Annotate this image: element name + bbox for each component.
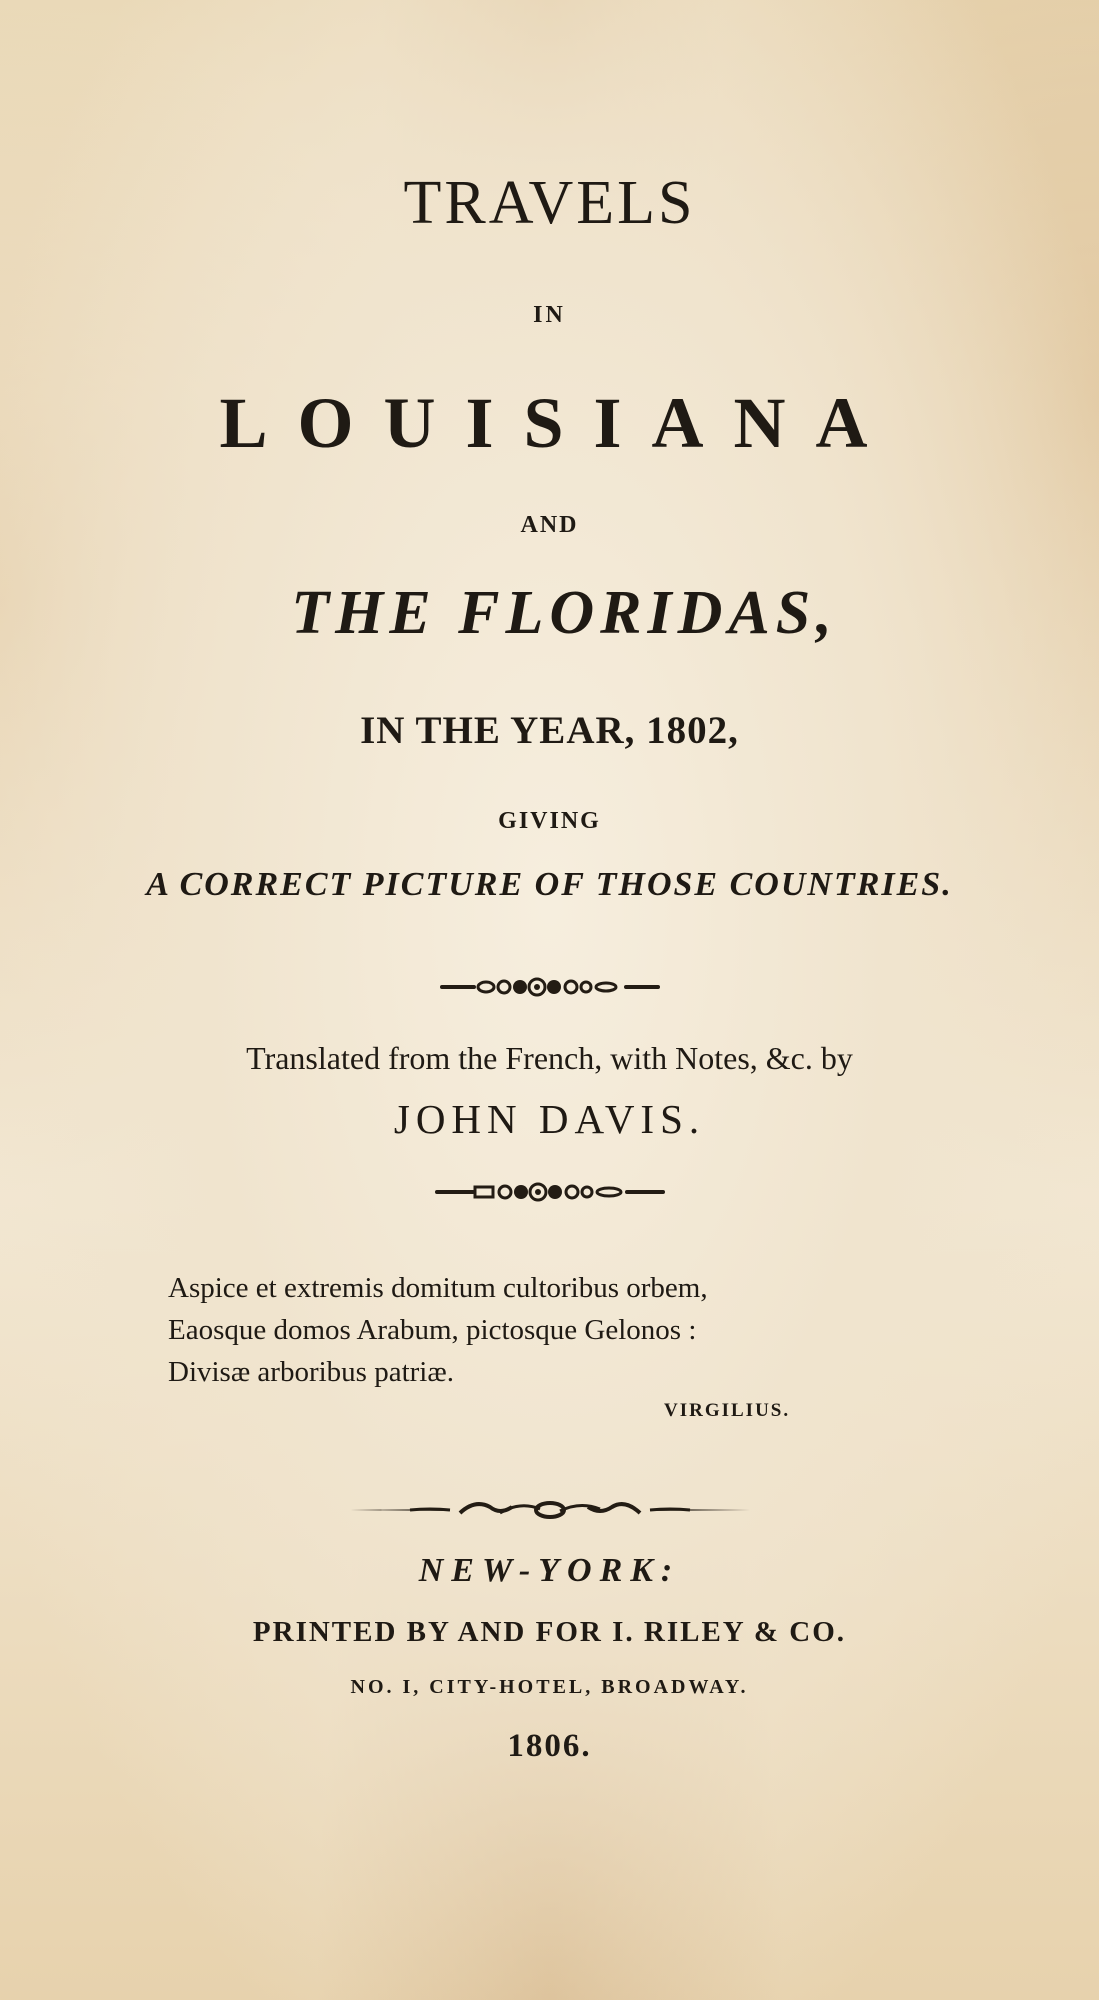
book-title: TRAVELS [403,169,696,237]
epigraph-attribution: VIRGILIUS. [664,1400,791,1421]
title-year-line: IN THE YEAR, 1802, [360,709,739,752]
epigraph-line: Eaosque domos Arabum, pictosque Gelonos : [168,1314,697,1346]
imprint-city: NEW-YORK: [418,1552,681,1589]
title-connector-and: AND [520,512,579,538]
subtitle-description: A CORRECT PICTURE OF THOSE COUNTRIES. [146,866,953,903]
imprint-printer: PRINTED BY AND FOR I. RILEY & CO. [252,1616,847,1648]
translation-note: Translated from the French, with Notes, &c. by [246,1040,853,1076]
imprint-year: 1806. [507,1728,592,1764]
printers-ornament [0,1495,1099,1525]
title-place-louisiana: LOUISIANA [219,383,898,463]
title-connector-in: IN [533,302,566,328]
epigraph-line: Divisæ arboribus patriæ. [168,1356,454,1388]
ornament-scroll-icon [350,1495,750,1525]
translator-name: JOHN DAVIS. [393,1096,706,1142]
printers-ornament [0,975,1099,999]
ornament-rule-icon [435,1180,665,1204]
imprint-address: NO. I, CITY-HOTEL, BROADWAY. [350,1676,749,1698]
title-place-floridas: THE FLORIDAS, [291,579,838,647]
printers-ornament [0,1180,1099,1204]
ornament-rule-icon [440,975,660,999]
subtitle-giving: GIVING [498,808,601,834]
epigraph-line: Aspice et extremis domitum cultoribus orbem, [168,1272,708,1304]
